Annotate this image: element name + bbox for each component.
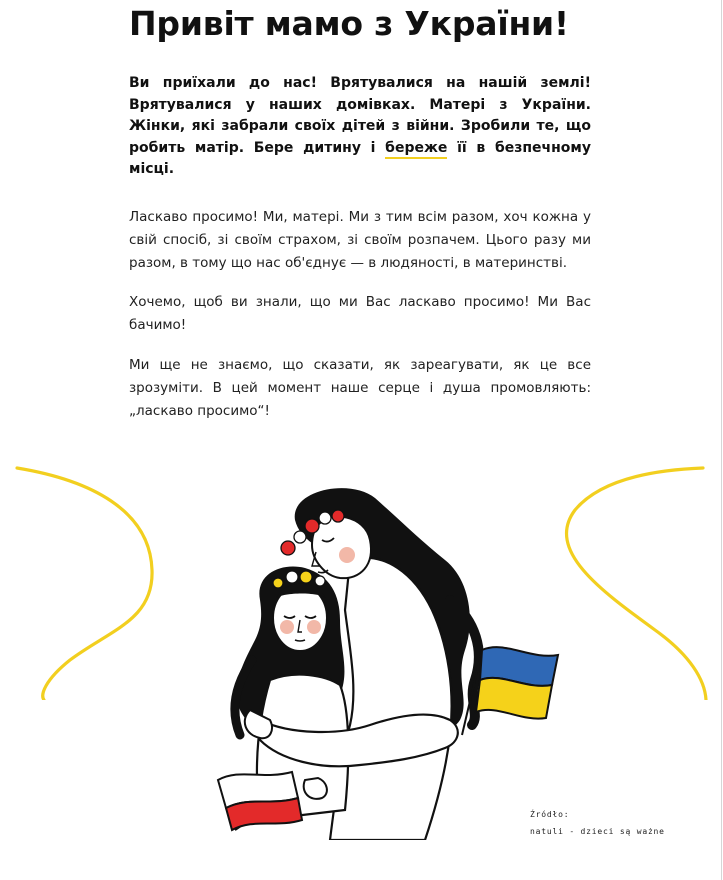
lead-highlight: береже — [385, 140, 447, 159]
mothers-embrace-illustration — [200, 480, 580, 840]
source-label: Źródło: — [530, 810, 570, 819]
paragraph-heart-and-soul: Ми ще не знаємо, що сказати, як зареагувати, як це все зрозуміти. В цей момент наше серце і душа промовляють: „ласкаво просимо“! — [129, 357, 591, 419]
paragraph-we-see-you: Хочемо, щоб ви знали, що ми Вас ласкаво просимо! Ми Вас бачимо! — [129, 294, 591, 333]
lead-text-end: її в безпечному місці. — [129, 139, 591, 177]
poland-flag-icon — [218, 772, 302, 830]
lead-text-start: Ви приїхали до нас! Врятувалися на нашій землі! Врятувалися у наших домівках. Матері з України. Жінки, які забрали своїх дітей з війни. Зробили те, що робить матір. Бере дитину і — [129, 75, 591, 156]
tall-woman-face — [312, 517, 371, 579]
image-source-credit — [530, 806, 665, 840]
page-title: Привіт мамо з України! — [129, 4, 569, 43]
right-yellow-curve — [567, 468, 706, 700]
left-yellow-curve — [17, 468, 152, 700]
paragraph-welcome: Ласкаво просимо! Ми, матері. Ми з тим всім разом, хоч кожна у свій спосіб, зі своїм страхом, зі своїм розпачем. Цього разу ми разом, в тому що нас об'єднує — в людяності, в материнстві. — [129, 209, 591, 271]
lead-paragraph — [129, 73, 591, 181]
source-name: natuli - dzieci są ważne — [530, 827, 665, 836]
